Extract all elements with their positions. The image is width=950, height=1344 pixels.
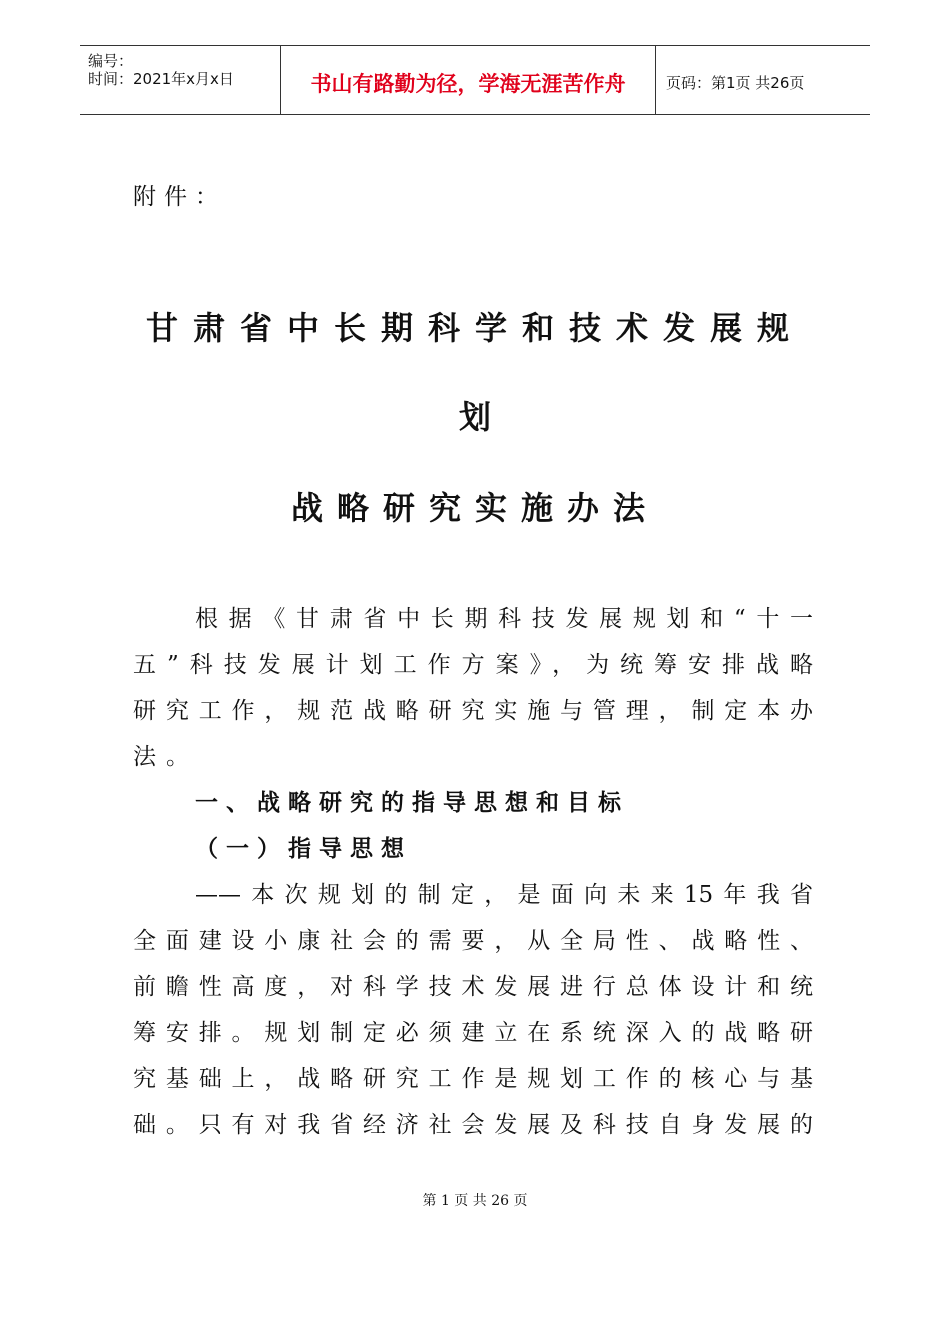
paragraph-line: 础。只有对我省经济社会发展及科技自身发展的 (133, 1112, 813, 1138)
document-title-line-3: 战略研究实施办法 (290, 489, 659, 527)
header-meta-cell (80, 46, 280, 114)
paragraph-line: 研究工作，规范战略研究实施与管理，制定本办 (133, 698, 813, 724)
attachment-label: 附件： (133, 184, 226, 210)
header-motto-cell (280, 46, 656, 114)
header-page-cell (656, 46, 870, 114)
page-header (80, 45, 870, 115)
header-page-info: 页码：第1页 共26页 (666, 74, 805, 92)
intro-paragraph (133, 596, 813, 780)
document-number-label: 编号： (88, 52, 134, 70)
paragraph-line: 筹安排。规划制定必须建立在系统深入的战略研 (133, 1020, 813, 1046)
paragraph-line: 前瞻性高度，对科学技术发展进行总体设计和统 (133, 974, 813, 1000)
document-title-line-2: 划 (458, 398, 491, 436)
paragraph-line: 五”科技发展计划工作方案》，为统筹安排战略 (133, 652, 813, 678)
paragraph-line: ——本次规划的制定，是面向未来15年我省 (195, 882, 813, 908)
section-heading: 一、战略研究的指导思想和目标 (195, 790, 629, 816)
paragraph-line: 究基础上，战略研究工作是规划工作的核心与基 (133, 1066, 813, 1092)
paragraph-line: 根据《甘肃省中长期科技发展规划和“十一 (195, 606, 813, 632)
paragraph-line: 法。 (133, 744, 199, 770)
paragraph-line: 全面建设小康社会的需要，从全局性、战略性、 (133, 928, 813, 954)
section-1 (133, 780, 813, 1148)
page-footer: 第 1 页 共 26 页 (422, 1193, 528, 1209)
section-subheading: （一）指导思想 (195, 836, 412, 862)
document-title-line-1: 甘肃省中长期科学和技术发展规 (145, 309, 804, 347)
document-time-label: 时间：2021年x月x日 (88, 70, 234, 88)
header-motto: 书山有路勤为径，学海无涯苦作舟 (310, 72, 626, 96)
